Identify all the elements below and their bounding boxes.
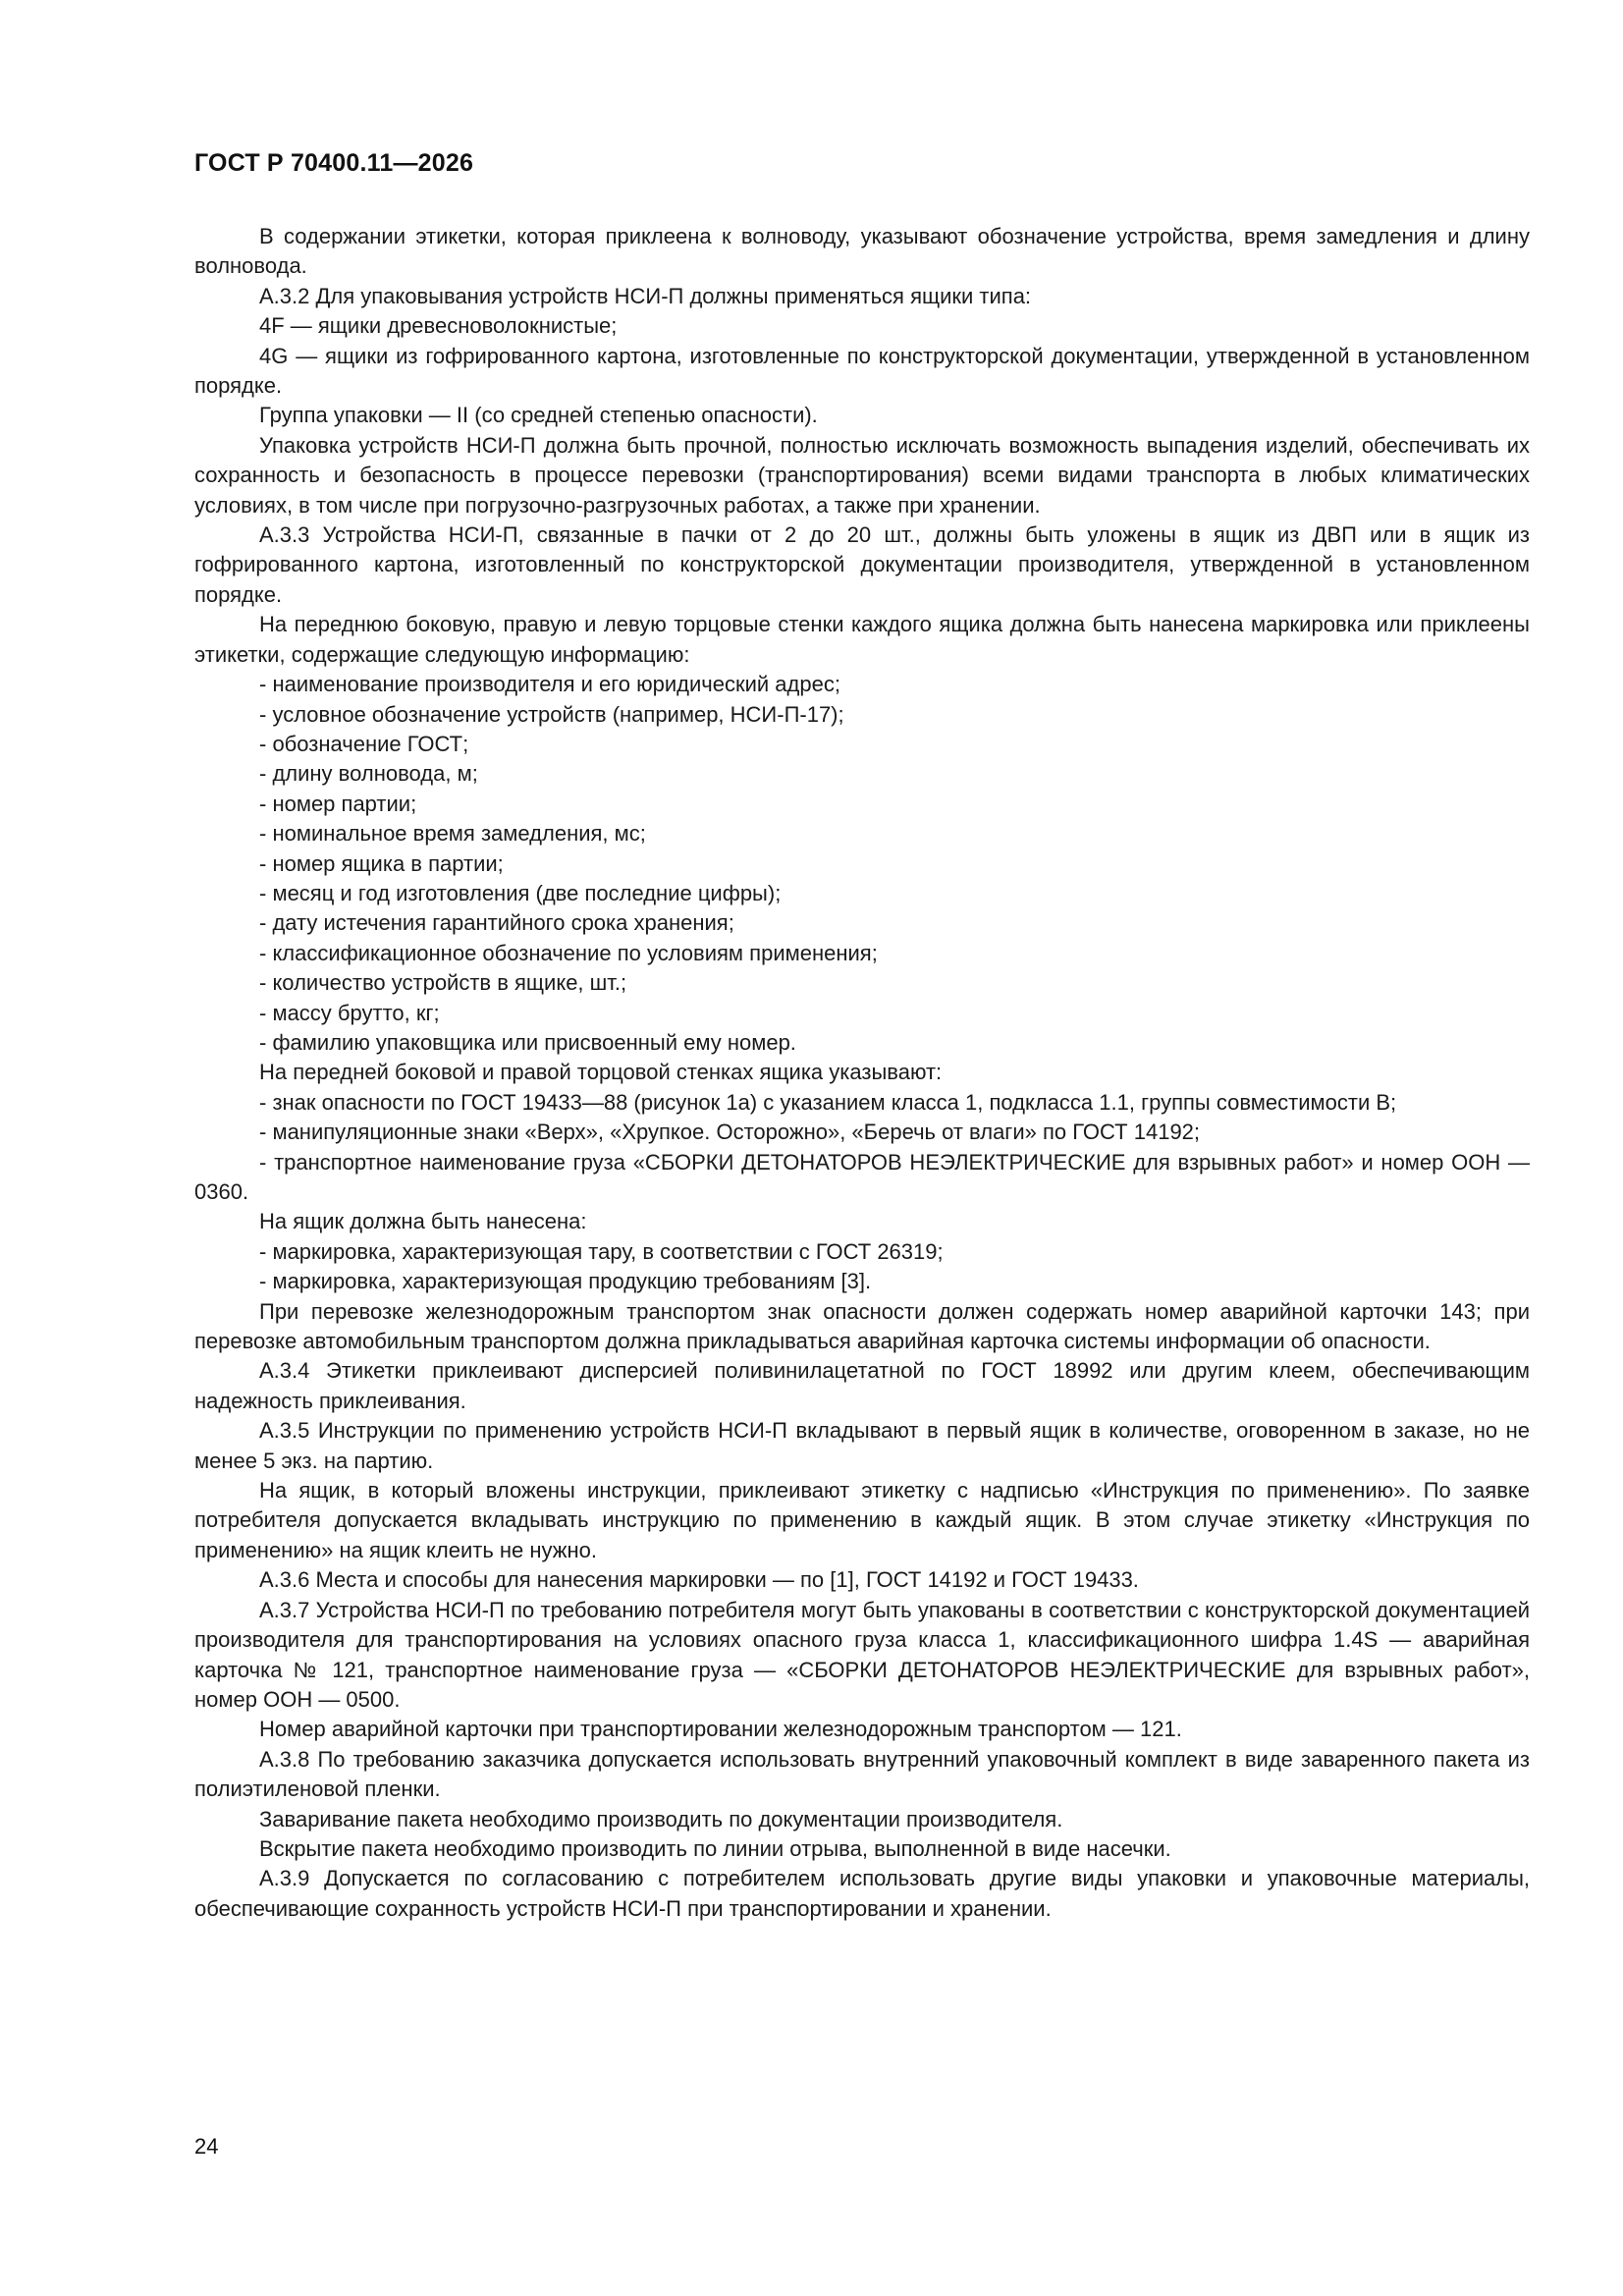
document-header: ГОСТ Р 70400.11—2026 [194,149,474,177]
list-item: - маркировка, характеризующая продукцию требованиям [3]. [259,1269,872,1294]
paragraph: А.3.5 Инструкции по применению устройств НСИ-П вкладывают в первый ящик в количестве, оговоренном в заказе, но не менее 5 экз. на партию. [194,1418,1530,1473]
list-item: - номер партии; [259,791,417,816]
paragraph: Упаковка устройств НСИ-П должна быть прочной, полностью исключать возможность выпадения изделий, обеспечивать их сохранность и безопасность в процессе перевозки (транспортирования) всеми видами транспорта в любых климатических условиях, в том числе при погрузочно-разгрузочных работах, а также при хранении. [194,432,1530,518]
paragraph: 4F — ящики древесноволокнистые; [259,313,618,339]
list-item: - знак опасности по ГОСТ 19433—88 (рисунок 1а) с указанием класса 1, подкласса 1.1, группы совместимости В; [259,1089,1397,1115]
list-item: - фамилию упаковщика или присвоенный ему номер. [259,1029,796,1055]
paragraph: В содержании этикетки, которая приклеена к волноводу, указывают обозначение устройства, время замедления и длину волновода. [194,224,1530,279]
paragraph: А.3.7 Устройства НСИ-П по требованию потребителя могут быть упакованы в соответствии с конструкторской документацией производителя для транспортирования на условиях опасного груза класса 1, классификационного шифра 1.4S — аварийная карточка № 121, транспортное наименование груза — «СБОРКИ ДЕТОНАТОРОВ НЕЭЛЕКТРИЧЕСКИЕ для взрывных работ», номер ООН — 0500. [194,1597,1530,1712]
paragraph: Номер аварийной карточки при транспортировании железнодорожным транспортом — 121. [259,1717,1182,1742]
list-item: - манипуляционные знаки «Верх», «Хрупкое. Осторожно», «Беречь от влаги» по ГОСТ 14192; [259,1120,1201,1145]
paragraph: На передней боковой и правой торцовой стенках ящика указывают: [259,1060,943,1085]
list-item: - маркировка, характеризующая тару, в соответствии с ГОСТ 26319; [259,1238,944,1264]
list-item: - месяц и год изготовления (две последние цифры); [259,880,782,905]
list-item: - условное обозначение устройств (например, НСИ-П-17); [259,701,844,727]
list-item: - номер ящика в партии; [259,850,504,876]
page-number: 24 [194,2134,219,2159]
list-item: - транспортное наименование груза «СБОРКИ ДЕТОНАТОРОВ НЕЭЛЕКТРИЧЕСКИЕ для взрывных работ» и номер ООН — 0360. [194,1149,1530,1204]
list-item: - дату истечения гарантийного срока хранения; [259,910,734,936]
paragraph: Группа упаковки — II (со средней степенью опасности). [259,403,818,428]
list-item: - номинальное время замедления, мс; [259,821,646,847]
paragraph: На ящик, в который вложены инструкции, приклеивают этикетку с надписью «Инструкция по применению». По заявке потребителя допускается вкладывать инструкцию по применению в каждый ящик. В этом случае этикетку «Инструкция по применению» на ящик клеить не нужно. [194,1478,1530,1562]
paragraph: Вскрытие пакета необходимо производить по линии отрыва, выполненной в виде насечки. [259,1835,1171,1861]
list-item: - наименование производителя и его юридический адрес; [259,672,840,697]
list-item: - массу брутто, кг; [259,1000,440,1025]
list-item: - количество устройств в ящике, шт.; [259,970,627,996]
paragraph: На переднюю боковую, правую и левую торцовые стенки каждого ящика должна быть нанесена маркировка или приклеены этикетки, содержащие следующую информацию: [194,612,1530,667]
paragraph: А.3.6 Места и способы для нанесения маркировки — по [1], ГОСТ 14192 и ГОСТ 19433. [259,1567,1139,1593]
paragraph: А.3.4 Этикетки приклеивают дисперсией поливинилацетатной по ГОСТ 18992 или другим клеем, обеспечивающим надежность приклеивания. [194,1358,1530,1413]
paragraph: 4G — ящики из гофрированного картона, изготовленные по конструкторской документации, утвержденной в установленном порядке. [194,343,1530,399]
paragraph: На ящик должна быть нанесена: [259,1209,587,1234]
paragraph: А.3.8 По требованию заказчика допускается использовать внутренний упаковочный комплект в виде заваренного пакета из полиэтиленовой пленки. [194,1746,1530,1802]
list-item: - длину волновода, м; [259,761,478,787]
paragraph: А.3.2 Для упаковывания устройств НСИ-П должны применяться ящики типа: [259,283,1032,308]
paragraph: А.3.9 Допускается по согласованию с потребителем использовать другие виды упаковки и упаковочные материалы, обеспечивающие сохранность устройств НСИ-П при транспортировании и хранении. [194,1866,1530,1921]
paragraph: Заваривание пакета необходимо производить по документации производителя. [259,1806,1063,1831]
list-item: - классификационное обозначение по условиям применения; [259,940,878,965]
document-body [194,222,1530,1924]
list-item: - обозначение ГОСТ; [259,731,469,756]
paragraph: А.3.3 Устройства НСИ-П, связанные в пачки от 2 до 20 шт., должны быть уложены в ящик из ДВП или в ящик из гофрированного картона, изготовленный по конструкторской документации производителя, утвержденной в установленном порядке. [194,522,1530,607]
paragraph: При перевозке железнодорожным транспортом знак опасности должен содержать номер аварийной карточки 143; при перевозке автомобильным транспортом должна прикладываться аварийная карточка системы информации об опасности. [194,1298,1530,1354]
